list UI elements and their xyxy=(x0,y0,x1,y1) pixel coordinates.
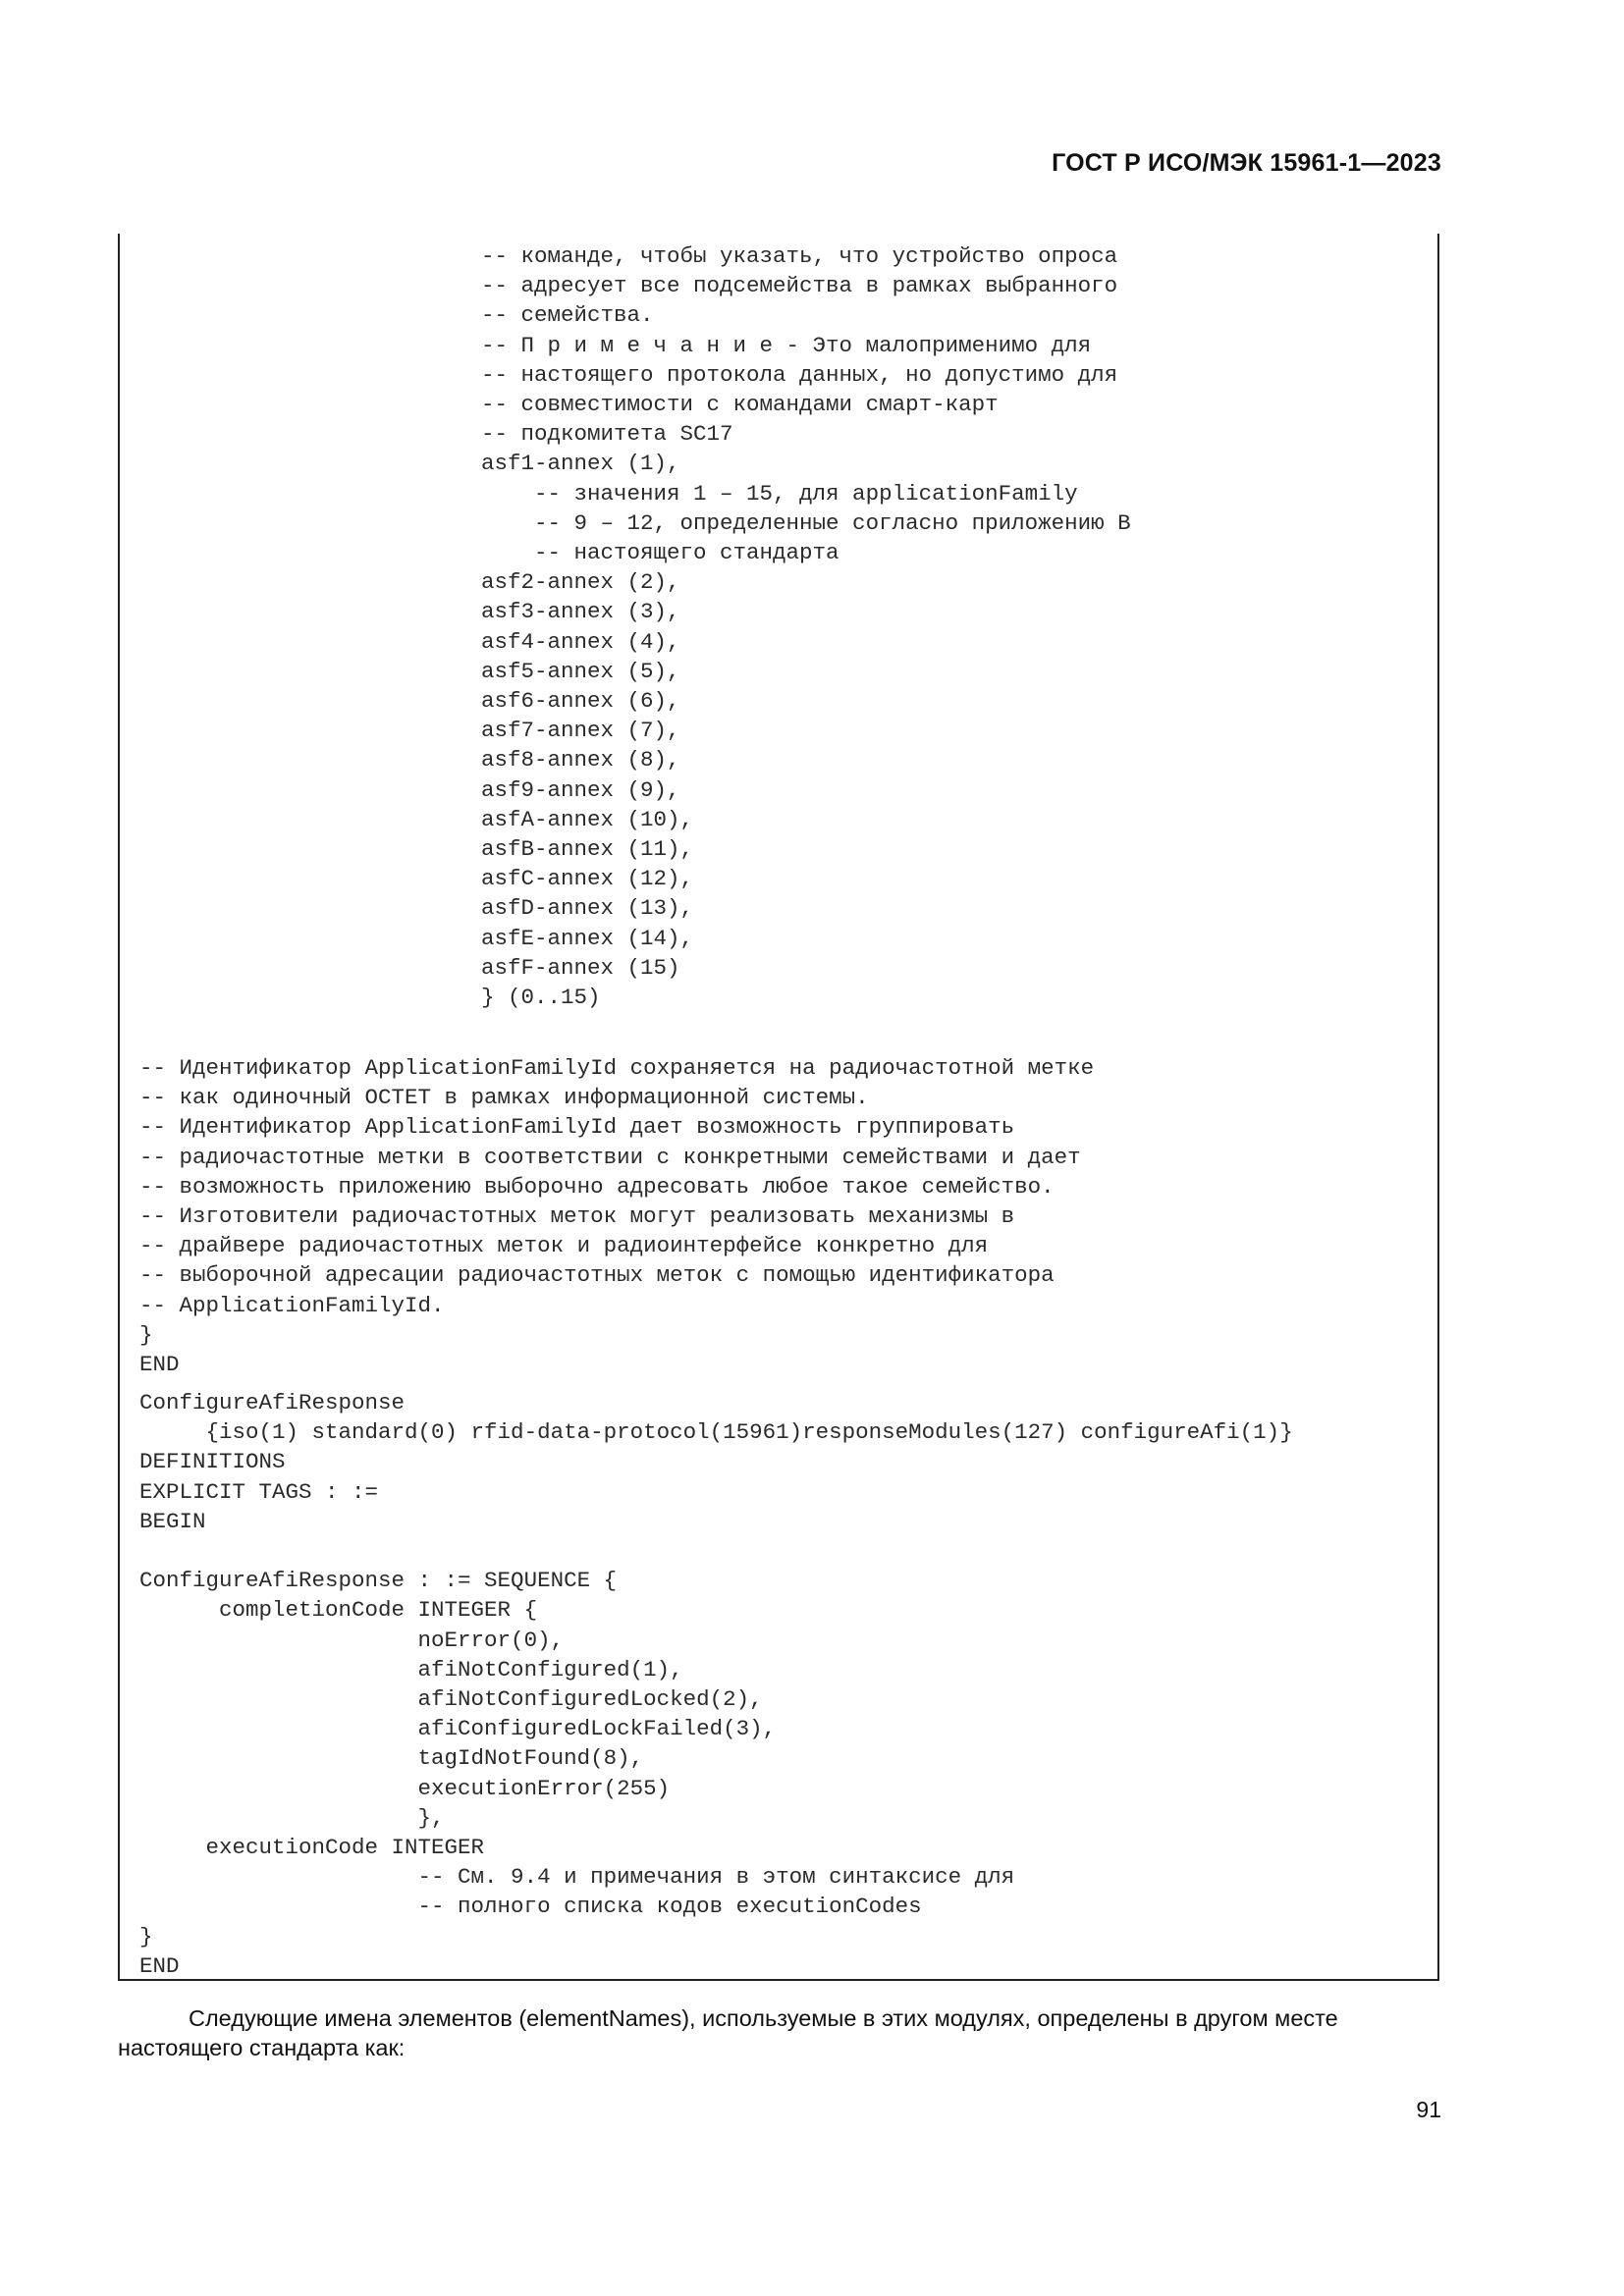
code-line: asfF-annex (15) xyxy=(481,954,680,981)
code-line: -- См. 9.4 и примечания в этом синтаксисе для xyxy=(139,1864,1015,1891)
code-line: executionError(255) xyxy=(139,1775,671,1801)
code-line: } (0..15) xyxy=(481,985,601,1010)
code-line: -- адресует все подсемейства в рамках выбранного xyxy=(481,273,1118,299)
code-line: -- семейства. xyxy=(481,302,654,329)
paragraph-line-2: настоящего стандарта как: xyxy=(118,2035,406,2060)
code-line: ConfigureAfiResponse : := SEQUENCE { xyxy=(139,1568,618,1594)
code-line: noError(0), xyxy=(139,1627,565,1653)
code-line: -- 9 – 12, определенные согласно приложению B xyxy=(481,509,1131,536)
code-line: } xyxy=(139,1923,153,1949)
code-line: EXPLICIT TAGS : := xyxy=(139,1478,379,1505)
code-line: }, xyxy=(139,1804,445,1831)
code-line: asf6-annex (6), xyxy=(481,688,680,714)
code-line: -- Изготовители радиочастотных меток могут реализовать механизмы в xyxy=(139,1203,1015,1229)
code-line: asfA-annex (10), xyxy=(481,806,694,832)
code-line: asf3-annex (3), xyxy=(481,599,680,625)
code-line: completionCode INTEGER { xyxy=(139,1597,538,1624)
code-line: asfE-annex (14), xyxy=(481,925,694,951)
paragraph-line-1: Следующие имена элементов (elementNames), используемые в этих модулях, определены в другом месте xyxy=(189,2005,1338,2031)
code-line: asfD-annex (13), xyxy=(481,895,694,922)
page-number: 91 xyxy=(1416,2097,1441,2122)
code-line: asfC-annex (12), xyxy=(481,866,694,892)
code-line: afiNotConfiguredLocked(2), xyxy=(139,1686,763,1712)
code-line: -- П р и м е ч а н и е - Это малоприменимо для xyxy=(481,332,1092,358)
code-line: -- команде, чтобы указать, что устройство опроса xyxy=(481,243,1118,269)
code-line: } xyxy=(139,1321,153,1348)
code-line: -- выборочной адресации радиочастотных меток с помощью идентификатора xyxy=(139,1262,1055,1289)
code-line: END xyxy=(139,1352,180,1377)
code-line: -- драйвере радиочастотных меток и радиоинтерфейсе конкретно для xyxy=(139,1233,989,1259)
code-line: asf4-annex (4), xyxy=(481,628,680,655)
code-listing-box xyxy=(118,234,1439,1981)
code-line: -- настоящего стандарта xyxy=(481,540,839,565)
code-line: asf8-annex (8), xyxy=(481,747,680,774)
code-line: tagIdNotFound(8), xyxy=(139,1745,644,1772)
code-line: asf2-annex (2), xyxy=(481,569,680,596)
document-header: ГОСТ Р ИСО/МЭК 15961-1—2023 xyxy=(1052,149,1441,177)
code-line: -- ApplicationFamilyId. xyxy=(139,1292,445,1318)
code-line: -- как одиночный OCTET в рамках информационной системы. xyxy=(139,1085,869,1111)
code-line: ConfigureAfiResponse xyxy=(139,1390,406,1415)
code-line: -- Идентификатор ApplicationFamilyId дает возможность группировать xyxy=(139,1114,1015,1141)
code-line: asf7-annex (7), xyxy=(481,718,680,744)
code-line: asf5-annex (5), xyxy=(481,658,680,684)
code-line: DEFINITIONS xyxy=(139,1449,286,1475)
code-line: -- подкомитета SC17 xyxy=(481,421,733,448)
code-line: -- радиочастотные метки в соответствии с конкретными семействами и дает xyxy=(139,1144,1081,1170)
code-line: afiNotConfigured(1), xyxy=(139,1656,683,1682)
code-line: afiConfiguredLockFailed(3), xyxy=(139,1716,777,1742)
code-line: END xyxy=(139,1952,180,1979)
code-line: {iso(1) standard(0) rfid-data-protocol(15961)responseModules(127) configureAfi(1)} xyxy=(139,1419,1293,1446)
code-line: -- полного списка кодов executionCodes xyxy=(139,1894,922,1920)
code-line: -- возможность приложению выборочно адресовать любое такое семейство. xyxy=(139,1173,1055,1200)
code-line: asf1-annex (1), xyxy=(481,451,680,477)
code-line: BEGIN xyxy=(139,1508,206,1534)
code-line: asfB-annex (11), xyxy=(481,836,694,862)
code-line: -- Идентификатор ApplicationFamilyId сохраняется на радиочастотной метке xyxy=(139,1055,1095,1081)
code-line: asf9-annex (9), xyxy=(481,776,680,803)
code-line: -- совместимости с командами смарт-карт xyxy=(481,392,999,417)
code-line: -- настоящего протокола данных, но допустимо для xyxy=(481,361,1118,388)
code-line: executionCode INTEGER xyxy=(139,1835,485,1860)
code-line: -- значения 1 – 15, для applicationFamily xyxy=(481,480,1078,507)
